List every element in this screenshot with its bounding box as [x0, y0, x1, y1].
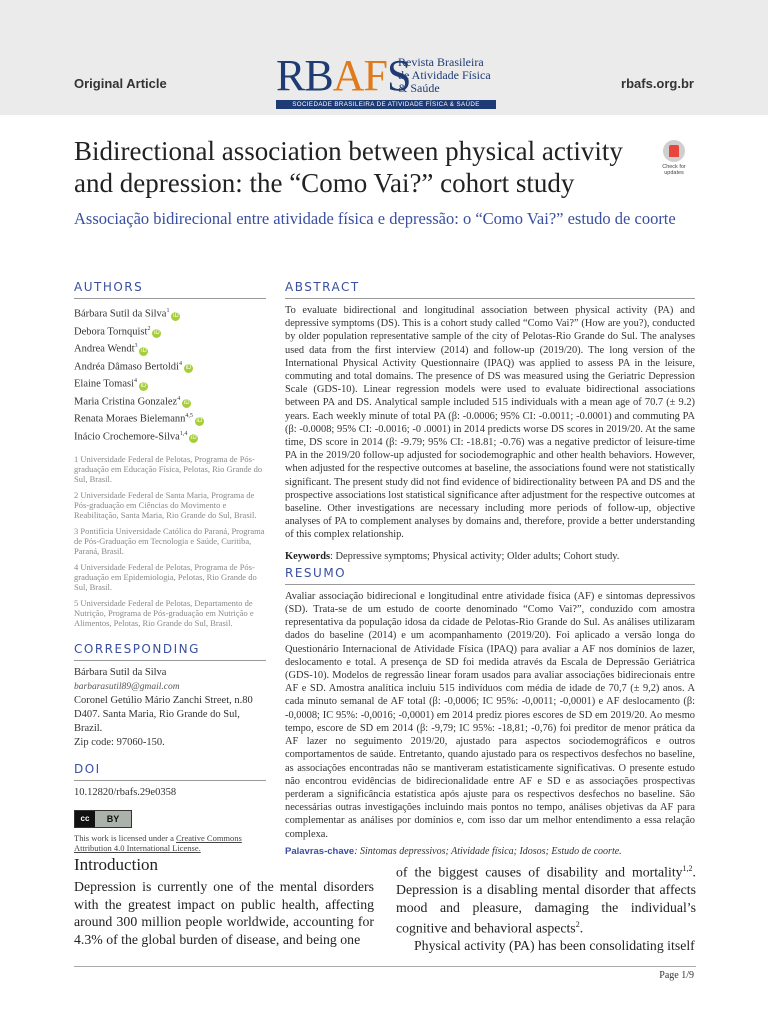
intro-column-2: of the biggest causes of disability and mortality$^{1,2}$. Depression is a disabling mental disorder that affects mood and pleasure, damaging the individual’s cognitive and behavioral aspects$^2$. Physical activity (PA) has been consolidating itself [396, 864, 696, 954]
abstract-column [285, 280, 695, 858]
palavras-chave: Palavras-chave: Sintomas depressivos; Atividade física; Idosos; Estudo de coorte. [285, 845, 622, 857]
corresponding-address: Coronel Getúlio Mário Zanchi Street, n.80 [74, 695, 253, 706]
doi-heading: DOI [74, 762, 266, 781]
orcid-icon[interactable]: iD [154, 330, 160, 336]
affiliation-item: 1 Universidade Federal de Pelotas, Programa de Pós-graduação em Educação Física, Pelotas, Rio Grande do Sul, Brasil. [74, 454, 263, 484]
journal-header-bar [0, 0, 768, 115]
corresponding-address: D407. Santa Maria, Rio Grande do Sul, [74, 709, 240, 720]
author-item: Maria Cristina Gonzalez$^4$iD [74, 395, 190, 407]
author-item: Renata Moraes Bielemann$^{4,5}$iD [74, 413, 203, 425]
corresponding-heading: CORRESPONDING [74, 642, 266, 661]
footer-divider [74, 966, 696, 967]
author-item: Debora Tornquist$^2$iD [74, 325, 160, 337]
corresponding-email[interactable]: barbarasutil89@gmail.com [74, 682, 180, 692]
author-item: Elaine Tomasi$^4$iD [74, 378, 147, 390]
abstract-text: To evaluate bidirectional and longitudinal association between physical activity (PA) and depressive symptoms (DS). This is a cohort study called “Como Vai?” (How are you?), conducted by older population representative sample of the city of Pelotas-Rio Grande do Sul. The analyses used data from the first interview (2014) and follow-up (2019/20). The long version of the International Physical Activity Questionnaire (IPAQ) was applied to assess PA in the leisure, commuting and total domains. The presence of DS was measured using the Geriatric Depression Scale (GDS-10). Linear regression models were used to evaluate bidirectional associations between PA and DS. Analytical sample included 515 individuals with a mean age of 70.7 (± 9.2) years. Each weekly minute of total PA (β: -0.0006; 95% CI: -0.0011; -0.0001) and commuting PA (β: -0.0008; 95% CI: -0.0016; -0 .0001) in 2014 predicts worse DS scores in 2019/20. At the same time, DS score in 2014 (β: -9.79; 95% CI: -18.81; -0.76) was a negative predictor of leisure-time PA in the 2019/20 follow-up adjusted for sociodemographic and other health behaviors. However, when adjusted for the respective outcomes at baseline, the associations found were not statistically significant. The present study did not find evidence of bidirectionality between PA and DS and the prospective associations lost statistical significance after adjustment for the respective outcomes at baseline. Other investigations are necessary including more periods of follow-up, objective analyses of PA to complement analyses by domains and, therefore, provide a better understanding of this complex relationship. [285, 305, 696, 541]
bookmark-icon [663, 140, 685, 162]
resumo-text: Avaliar associação bidirecional e longitudinal entre atividade física (AF) e sintomas depressivos (SD). Trata-se de um estudo de coorte denominado “Como Vai?”, conduzido com amostra representativa da população idosa da cidade de Pelotas-Rio Grande do Sul. As análises utilizaram dados do baseline (2014) e um acompanhamento (2019/20). Foi aplicado a versão longa do Questionário Internacional de Atividade Física (IPAQ) para avaliar a AF nos domínios de lazer, deslocamento e total. A presença de SD foi medida através da Escala de Depressão Geriátrica (GDS-10). Modelos de regressão linear foram usados para avaliar associações bidirecionais entre AF e SD. Amostra analítica incluiu 515 indivíduos com média de idade de 70,7 (± 9,2) anos. A cada minuto semanal de AF total (β: -0,0006; IC 95%: -0,0011; -0,0001) e AF deslocamento (β: -0,0008; IC 95%: -0,0016; -0,0001) em 2014 prediz piores escores de SD em 2019/20. Ao mesmo tempo, escore de SD em 2014 (β: -9,79; IC 95%: -18,81; -0,76) foi preditor de menor prática da AF lazer no seguimento 2019/20, ajustado para aspectos sociodemográficos e outros comportamentos de saúde. Entretanto, quando ajustado para os respectivos desfechos no baseline, as associações encontradas não se mantiveram estatisticamente significativas. O presente estudo não encontrou evidências de bidirecionalidade entre AF e SD e as associações prospectivas perderam a significância estatística após ajuste para os respectivos desfechos no baseline. São necessárias outras investigações incluindo mais pontos no tempo, análises objetivas da AF para complementar as análises por domínios e, com isso dar um melhor entendimento a essa relação complexa. [285, 590, 695, 840]
introduction-heading: Introduction [74, 855, 159, 874]
affiliation-item: 3 Pontifícia Universidade Católica do Paraná, Programa de Pós-Graduação em Tecnologia e Saúde, Curitiba, Paraná, Brasil. [74, 526, 265, 556]
corresponding-name: Bárbara Sutil da Silva [74, 667, 167, 678]
affiliation-list [74, 454, 266, 628]
orcid-icon[interactable]: iD [183, 400, 190, 406]
left-sidebar [74, 280, 266, 853]
license-link[interactable]: Creative Commons Attribution 4.0 International License. [74, 833, 242, 853]
orcid-icon[interactable]: iD [140, 382, 147, 389]
abstract-heading: ABSTRACT [285, 280, 695, 299]
logo-mark: RBAFS [276, 51, 411, 100]
license-text: This work is licensed under a Creative Commons Attribution 4.0 International License. [74, 833, 242, 853]
cc-by-license-icon[interactable]: cc BY [74, 810, 132, 828]
intro-column-1: Depression is currently one of the mental disorders with the greatest impact on public health, affecting around 300 million people worldwide, accounting for 4.3% of the global burden of disease, and being one [74, 879, 374, 947]
affiliation-item: 2 Universidade Federal de Santa Maria, Programa de Pós-graduação em Ciências do Movimento e Reabilitação, Santa Maria, Rio Grande do Sul, Brasil. [74, 490, 257, 520]
author-item: Andréa Dâmaso Bertoldi$^4$iD [74, 360, 192, 372]
page-number: Page 1/9 [659, 970, 694, 981]
corresponding-block [74, 666, 266, 750]
article-type: Original Article [74, 76, 167, 91]
corresponding-address: Brazil. [74, 723, 103, 734]
author-item: Inácio Crochemore-Silva$^{1,4}$iD [74, 430, 197, 442]
logo-society-band: SOCIEDADE BRASILEIRA DE ATIVIDADE FÍSICA & SAÚDE [276, 100, 496, 109]
affiliation-item: 5 Universidade Federal de Pelotas, Departamento de Nutrição, Programa de Pós-graduação em Nutrição e Alimentos, Pelotas, Rio Grande do Sul, Brasil. [74, 598, 254, 628]
doi-value[interactable]: 10.12820/rbafs.29e0358 [74, 787, 177, 798]
author-item: Bárbara Sutil da Silva$^1$iD [74, 308, 179, 320]
check-for-updates-badge[interactable]: Check for updates [654, 140, 694, 178]
journal-logo [276, 51, 496, 110]
resumo-heading: RESUMO [285, 566, 695, 585]
orcid-icon[interactable]: iD [173, 312, 179, 319]
keywords: Keywords: Depressive symptoms; Physical activity; Older adults; Cohort study. [285, 550, 620, 562]
orcid-icon[interactable]: iD [191, 435, 197, 441]
orcid-icon[interactable]: iD [141, 347, 147, 354]
authors-heading: AUTHORS [74, 280, 266, 299]
author-list [74, 304, 266, 444]
logo-journal-name: Revista Brasileira de Atividade Física & Saúde [398, 55, 491, 95]
journal-website-link[interactable]: rbafs.org.br [621, 76, 694, 91]
affiliation-item: 4 Universidade Federal de Pelotas, Programa de Pós-graduação em Epidemiologia, Pelotas, Rio Grande do Sul, Brasil. [74, 562, 257, 592]
article-subtitle-pt: Associação bidirecional entre atividade física e depressão: o “Como Vai?” estudo de coorte [74, 209, 676, 228]
author-item: Andrea Wendt$^3$iD [74, 343, 147, 355]
orcid-icon[interactable]: iD [185, 365, 192, 371]
corresponding-zip: Zip code: 97060-150. [74, 737, 165, 748]
article-title: Bidirectional association between physical activity and depression: the “Como Vai?” cohort study [74, 136, 623, 198]
orcid-icon[interactable]: iD [196, 417, 203, 424]
